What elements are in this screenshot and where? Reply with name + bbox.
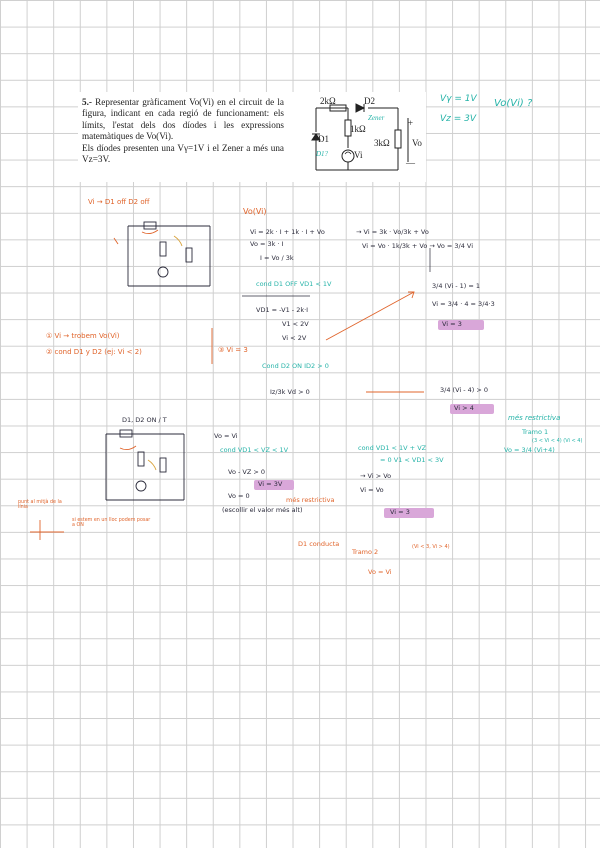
vd1-eq-2: = 0 V1 < VD1 < 3V [380,456,444,464]
label-vo: Vo [412,138,422,148]
label-d2: D2 [364,96,375,106]
result-box-1: Vi = 3 [442,320,462,328]
mes-restrictiva: més restrictiva [508,414,561,422]
label-minus: — [406,158,415,168]
side-note-c: ③ Vi = 3 [218,346,248,354]
problem-statement [82,97,284,165]
header-row: Vi → D1 off D2 off [88,198,150,206]
cond-2-b: → Vi > Vo [360,472,392,480]
result-box-2: Vi > 4 [454,404,474,412]
header-row-2: D1, D2 ON / T [122,416,167,424]
cond-2-c: Vi = Vo [360,486,384,494]
left-note-2: si estem en un lloc podem posar a ON [72,518,151,528]
problem-paragraph-2: Els díodes presenten una Vγ=1V i el Zener a més una Vz=3V. [82,142,284,165]
left-note-1: punt al mitjà de la línia [18,500,62,510]
kvl-line-3: I = Vo / 3k [260,254,294,262]
result-a: 3/4 (Vi - 1) = 1 [432,282,481,290]
side-note-a: ① Vi → trobem Vo(Vi) [46,332,120,340]
label-3k: 3kΩ [374,138,390,148]
iz-equation: Iz/3k Vd > 0 [270,388,310,396]
label-d1: D1 [318,134,329,144]
vd1-limit-2: Vi < 2V [282,334,307,342]
vo-final: Vo = Vi [368,568,392,576]
d1-conducta: D1 conducta [298,540,340,548]
tramo-1: Tramo 1 [522,428,549,436]
label-plus: + [408,118,414,128]
tramo-2-values: (Vi < 3, Vi > 4) [412,544,450,550]
cond-d2-on: Cond D2 ON ID2 > 0 [262,362,329,370]
side-note-b: ② cond D1 y D2 (ej: Vi < 2) [46,348,142,356]
result-b: Vi = 3/4 · 4 = 3/4·3 [432,300,495,308]
vo-vi-label: Vo(Vi) [243,207,267,216]
mes-restrictiva-2: més restrictiva [286,496,335,504]
cond-d1-off: cond D1 OFF VD1 < 1V [256,280,332,288]
cond-2-left: cond VD1 < VZ < 1V [220,446,289,454]
sub-line-2: Vi = Vo · 1k/3k + Vo → Vo = 3/4 Vi [362,242,474,250]
label-1k: 1kΩ [350,124,366,134]
circuit-diagram [290,92,426,182]
vd1-expr: VD1 = -V1 - 2k·I [256,306,309,314]
tramo-1-values: (3 < Vi < 4) (Vi < 4) [532,438,583,444]
kvl-line-1: Vi = 2k · I + 1k · I + Vo [250,228,325,236]
position-note: Vo = 0 [228,492,250,500]
zener-note: Zener [368,114,385,122]
result-box-3: Vi = 3V [258,480,283,488]
note-vgamma: Vγ = 1V [440,94,477,104]
note-vz: Vz = 3V [440,114,477,124]
note-parens-left: (escollir el valor més alt) [222,506,303,514]
cond-2-right: cond VD1 < 1V + VZ [358,444,427,452]
note-question: Vo(Vi) ? [494,98,533,109]
kvl-line-2: Vo = 3k · I [250,240,284,248]
problem-card [78,92,426,182]
d1-note: D1? [316,150,329,158]
vo-vi-2: Vo = Vi [214,432,238,440]
sub-line-1: → Vi = 3k · Vo/3k + Vo [356,228,429,236]
result-box-4: Vi = 3 [390,508,410,516]
cond-2-a: Vo - VZ > 0 [228,468,266,476]
label-vi: Vi [354,150,363,160]
tramo-1-expr: Vo = 3/4 (Vi+4) [504,446,555,454]
problem-paragraph-1: Representar gràficament Vo(Vi) en el circuit de la figura, indicant en cada regió de funcionament: els límits, l'estat dels dos díodes i les expressions matemàtiques de Vo(Vi). [82,97,284,142]
vd1-limit-1: V1 < 2V [282,320,309,328]
tramo-2: Tramo 2 [352,548,379,556]
result-c: 3/4 (Vi - 4) > 0 [440,386,489,394]
label-2k: 2kΩ [320,96,336,106]
problem-number: 5.- [82,97,92,107]
